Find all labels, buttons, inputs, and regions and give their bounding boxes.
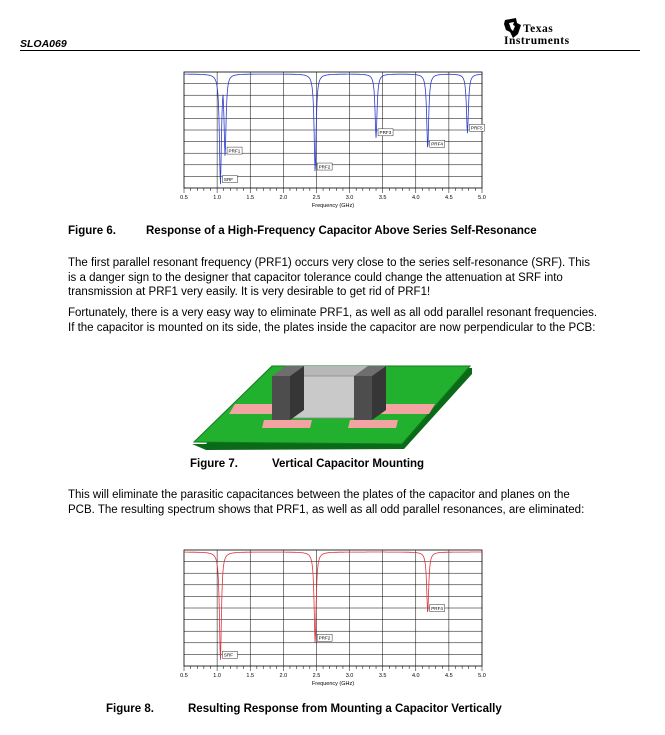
resonance-label-text: SRF [223,652,234,658]
figure7-title: Vertical Capacitor Mounting [272,458,425,470]
resonance-label-text: PRF3 [379,130,392,136]
paragraph-eliminated: This will eliminate the parasitic capacitances between the plates of the capacitor and planes on the PCB. The resulting spectrum shows that PRF1, as well as all odd parallel resonances, are eliminated: [68,489,585,516]
logo-text-line2: Instruments [504,35,570,47]
x-tick-label: 5.0 [478,195,486,201]
resonance-label-prf1 [227,147,242,154]
paragraph-prf1-danger: The first parallel resonant frequency (PRF1) occurs very close to the series self-resonance (SRF). This is a danger sign to the designer that capacitor tolerance could change the attenuation at SRF into transmission at PRF1 very easily. It is very desirable to get rid of PRF1! [68,257,590,298]
paragraph-vertical-mount: Fortunately, there is a very easy way to eliminate PRF1, as well as all odd parallel resonant frequencies. If the capacitor is mounted on its side, the plates inside the capacitor are now perpendicular to the PCB: [68,307,598,334]
figure6-chart [170,62,490,210]
figure8-chart-svg [170,540,490,688]
capacitor-terminal-left [272,376,290,420]
figure8-title: Resulting Response from Mounting a Capacitor Vertically [188,703,502,715]
resonance-label-text: PRF4 [431,605,443,611]
figure8-caption [106,703,556,719]
resonance-label-srf [222,651,237,658]
x-tick-label: 4.0 [411,673,420,679]
resonance-label-text: SRF [223,176,234,182]
resonance-label-text: PRF1 [228,148,241,154]
x-tick-label: 2.0 [279,673,288,679]
resonance-label-prf2 [317,634,332,641]
header-rule [20,50,640,51]
x-tick-label: 1.5 [246,673,255,679]
document-id: SLOA069 [20,38,67,50]
figure6-chart-svg [170,62,490,210]
pcb-pad-left [262,420,312,428]
x-tick-label: 5.0 [478,673,486,679]
resonance-label-srf [222,176,237,183]
x-tick-label: 4.5 [445,673,453,679]
x-tick-label: 2.5 [312,195,321,201]
figure8-chart [170,540,490,688]
pcb-capacitor-illustration [192,360,472,452]
x-tick-label: 4.5 [445,195,453,201]
figure6-number: Figure 6. [68,225,116,237]
figure7-number: Figure 7. [190,458,238,470]
x-tick-label: 3.0 [345,195,354,201]
resonance-label-text: PRF5 [470,125,483,131]
pcb-pad-right [348,420,398,428]
x-tick-label: 3.0 [345,673,354,679]
resonance-label-prf4 [430,140,445,147]
capacitor-terminal-right [354,376,372,420]
resonance-label-prf5 [469,124,484,131]
resonance-label-prf4 [430,605,445,612]
x-axis-label: Frequency (GHz) [311,203,355,209]
logo-text-line1: Texas [523,23,554,35]
x-tick-label: 1.5 [246,195,255,201]
x-tick-label: 3.5 [378,673,387,679]
x-axis-label: Frequency (GHz) [311,681,355,687]
x-tick-label: 4.0 [411,195,420,201]
x-tick-label: 0.5 [180,195,188,201]
x-tick-label: 1.0 [213,673,221,679]
figure6-caption [68,225,598,241]
resonance-label-prf2 [317,163,332,170]
x-tick-label: 1.0 [213,195,221,201]
x-tick-label: 3.5 [378,195,387,201]
x-tick-label: 0.5 [180,673,188,679]
x-tick-label: 2.5 [312,673,321,679]
x-tick-label: 2.0 [279,195,288,201]
figure8-number: Figure 8. [106,703,154,715]
ti-logo [502,17,642,51]
figure6-title: Response of a High-Frequency Capacitor Above Series Self-Resonance [146,225,537,237]
resonance-label-prf3 [378,129,393,136]
resonance-label-text: PRF4 [431,141,443,147]
resonance-label-text: PRF2 [318,635,331,641]
figure7-caption [190,458,490,474]
resonance-label-text: PRF2 [318,164,331,170]
